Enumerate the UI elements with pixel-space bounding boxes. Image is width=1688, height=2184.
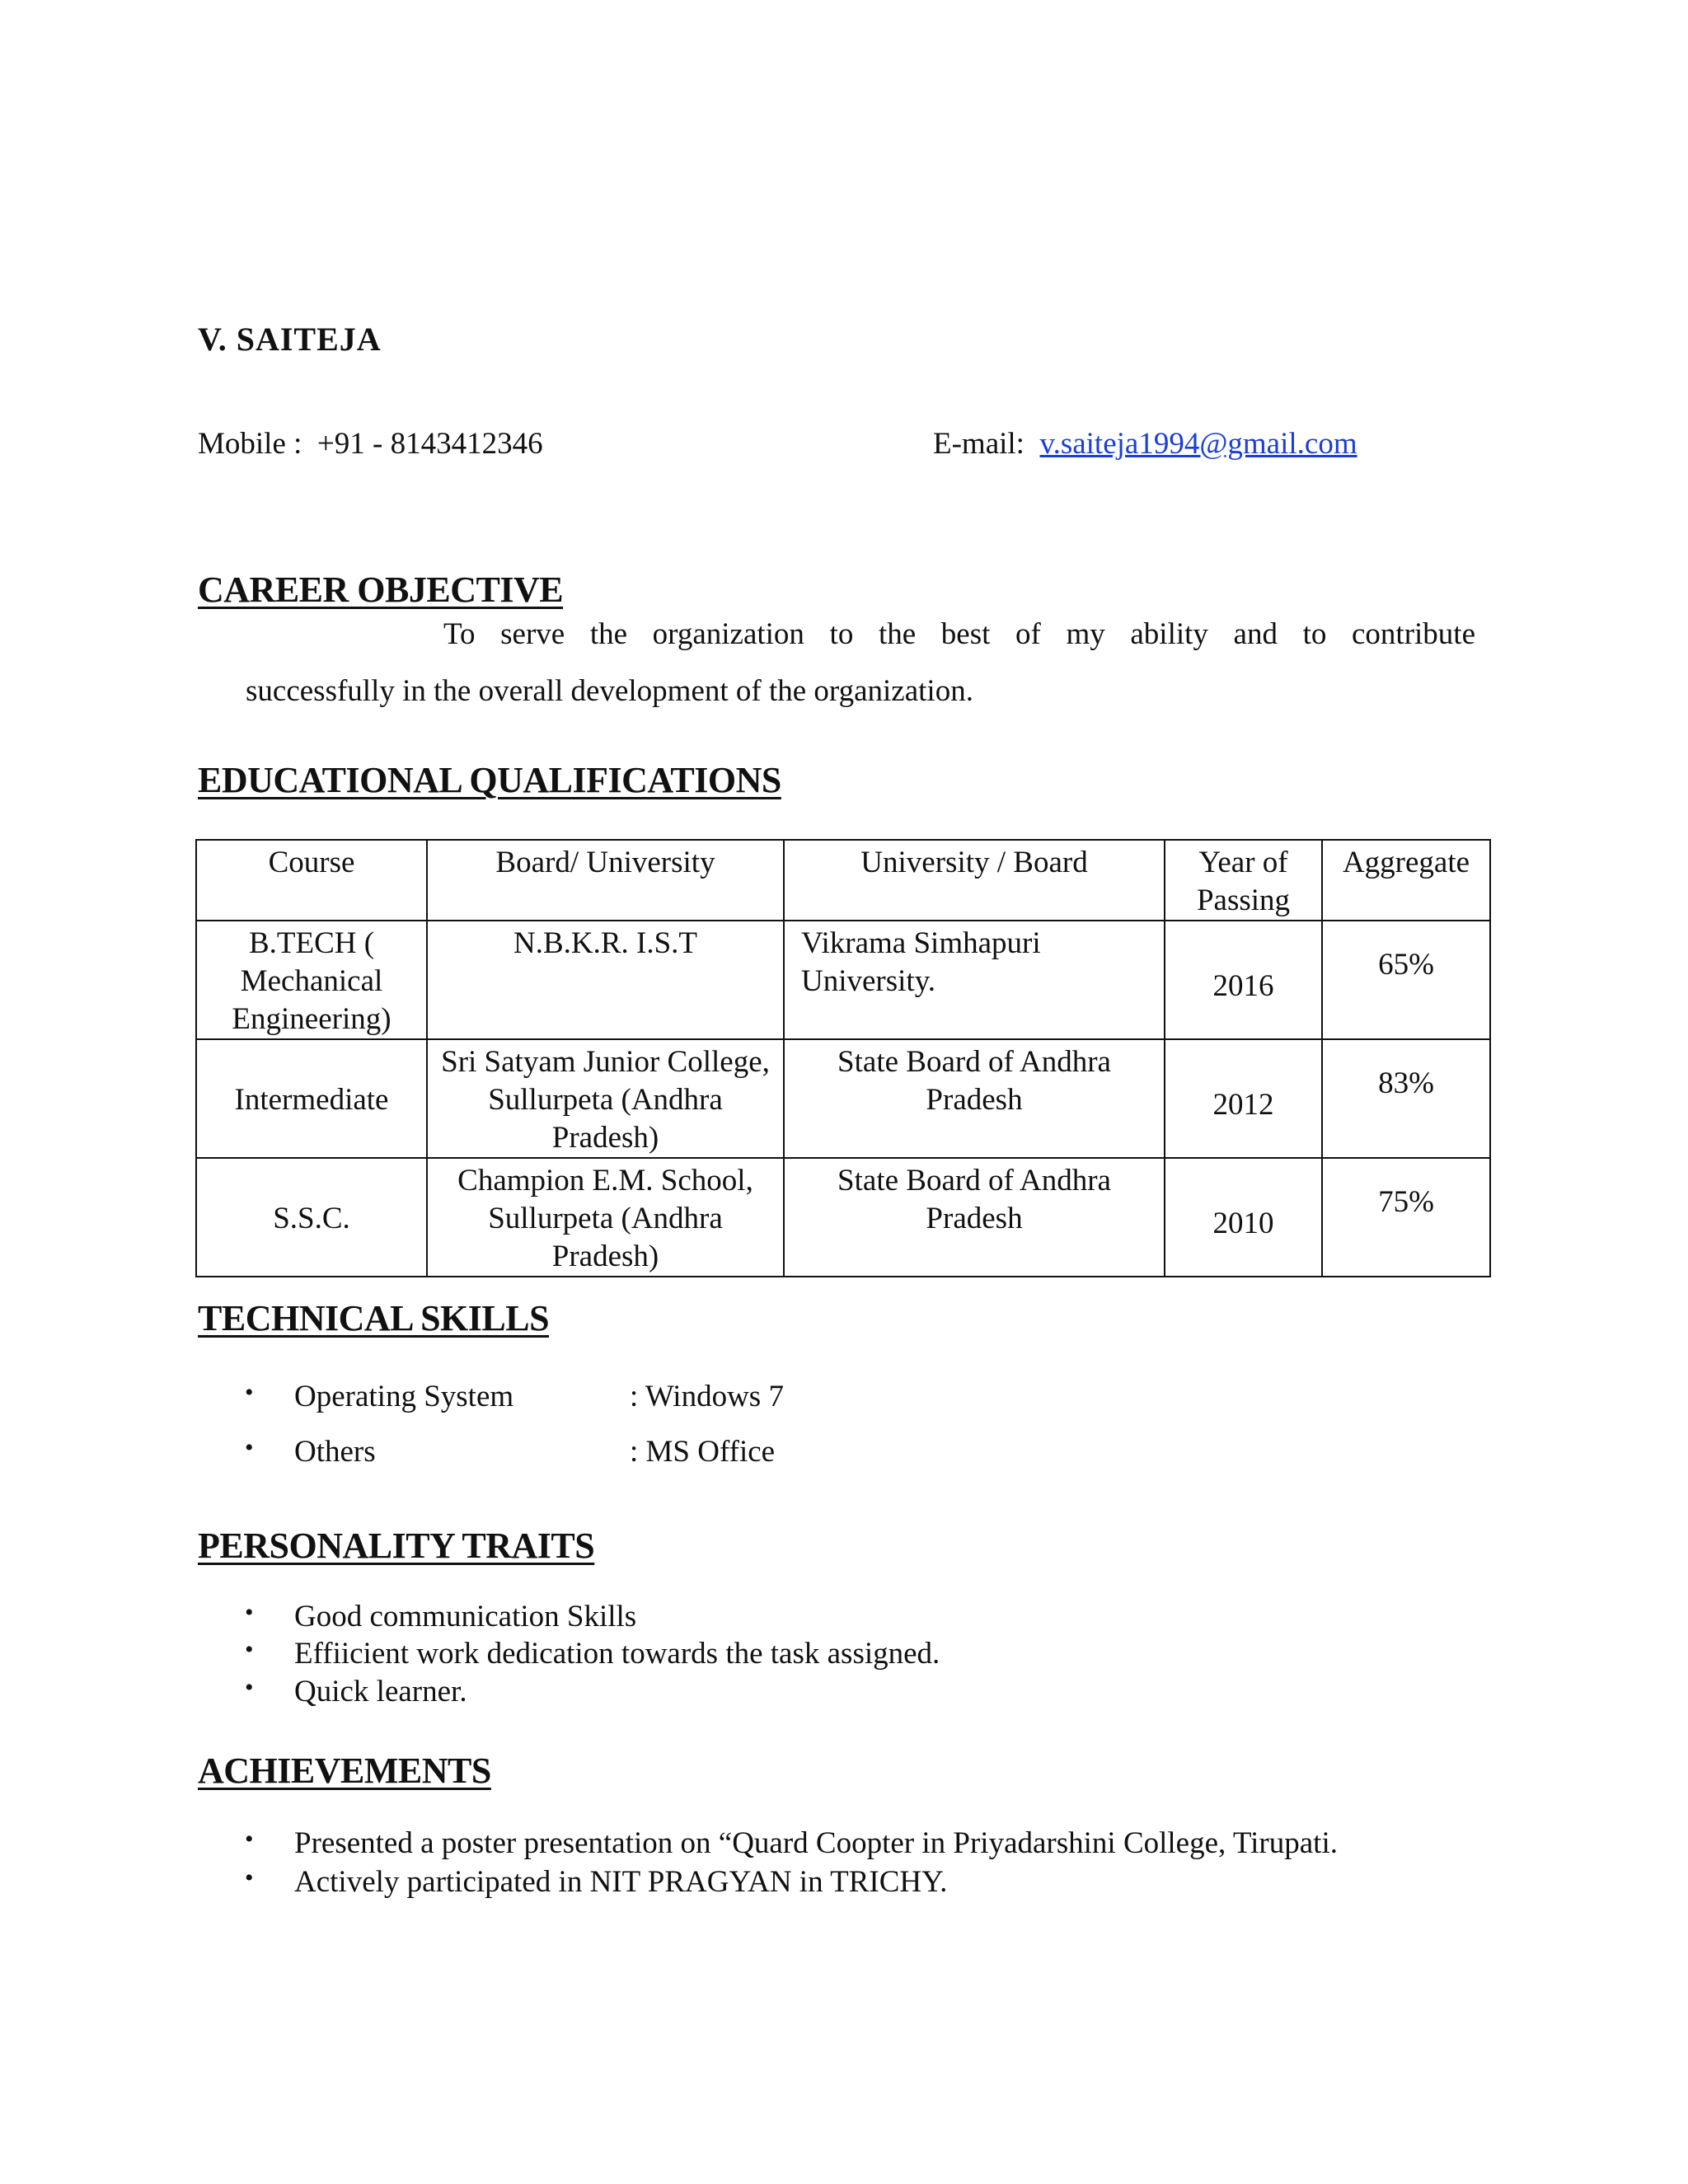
trait-text: Good communication Skills	[294, 1600, 637, 1633]
cell-year: 2016	[1165, 921, 1322, 1039]
mobile-line	[198, 426, 543, 462]
personality-traits-heading: PERSONALITY TRAITS	[198, 1526, 595, 1566]
career-objective-line-2: successfully in the overall development of the organization.	[246, 674, 973, 708]
list-item	[245, 1636, 1399, 1674]
bullet-icon: •	[245, 1636, 254, 1663]
list-item	[245, 1864, 1481, 1902]
achievements-heading: ACHIEVEMENTS	[198, 1750, 491, 1791]
cell-course: Intermediate	[196, 1039, 427, 1158]
education-heading: EDUCATIONAL QUALIFICATIONS	[198, 760, 781, 800]
cell-board: Sri Satyam Junior College, Sullurpeta (Andhra Pradesh)	[427, 1039, 784, 1158]
career-objective-line-1: To serve the organization to the best of my ability and to contribute	[443, 617, 1475, 651]
cell-aggregate: 65%	[1322, 921, 1490, 1039]
cell-course: B.TECH ( Mechanical Engineering)	[196, 921, 427, 1039]
trait-text: Effiicient work dedication towards the task assigned.	[294, 1637, 940, 1671]
table-row	[196, 921, 1490, 1039]
bullet-icon: •	[245, 1825, 254, 1853]
column-header-aggregate: Aggregate	[1322, 840, 1490, 921]
skill-label: Operating System	[294, 1380, 514, 1413]
email-label: E-mail:	[933, 427, 1025, 461]
cell-course: S.S.C.	[196, 1158, 427, 1277]
bullet-icon: •	[245, 1864, 254, 1891]
education-table	[195, 839, 1491, 1277]
candidate-name: V. SAITEJA	[198, 321, 382, 358]
cell-board: Champion E.M. School, Sullurpeta (Andhra Pradesh)	[427, 1158, 784, 1277]
cell-aggregate: 83%	[1322, 1039, 1490, 1158]
bullet-icon: •	[245, 1674, 254, 1701]
column-header-board-university: Board/ University	[427, 840, 784, 921]
list-item	[245, 1434, 987, 1472]
cell-year: 2012	[1165, 1039, 1322, 1158]
table-header-row	[196, 840, 1490, 921]
career-objective-heading: CAREER OBJECTIVE	[198, 569, 564, 610]
table-row	[196, 1158, 1490, 1277]
cell-university: State Board of Andhra Pradesh	[784, 1158, 1165, 1277]
skill-label: Others	[294, 1435, 376, 1469]
mobile-value: +91 - 8143412346	[316, 427, 543, 461]
bullet-icon: •	[245, 1434, 254, 1461]
achievement-text: Actively participated in NIT PRAGYAN in TRICHY.	[294, 1865, 948, 1899]
cell-university: Vikrama Simhapuri University.	[784, 921, 1165, 1039]
mobile-label: Mobile :	[198, 427, 302, 461]
cell-year: 2010	[1165, 1158, 1322, 1277]
cell-university: State Board of Andhra Pradesh	[784, 1039, 1165, 1158]
bullet-icon: •	[245, 1599, 254, 1626]
column-header-year: Year of Passing	[1165, 840, 1322, 921]
list-item	[245, 1379, 987, 1417]
column-header-course: Course	[196, 840, 427, 921]
skill-value: : MS Office	[630, 1435, 776, 1469]
achievement-text: Presented a poster presentation on “Quard Coopter in Priyadarshini College, Tirupati.	[294, 1826, 1338, 1860]
list-item	[245, 1674, 1399, 1712]
skill-value: : Windows 7	[630, 1380, 784, 1413]
technical-skills-heading: TECHNICAL SKILLS	[198, 1298, 550, 1338]
list-item	[245, 1825, 1481, 1863]
cell-aggregate: 75%	[1322, 1158, 1490, 1277]
list-item	[245, 1599, 1399, 1637]
cell-board: N.B.K.R. I.S.T	[427, 921, 784, 1039]
email-line	[933, 426, 1357, 462]
email-link[interactable]: v.saiteja1994@gmail.com	[1039, 427, 1357, 461]
trait-text: Quick learner.	[294, 1675, 467, 1708]
column-header-university-board: University / Board	[784, 840, 1165, 921]
bullet-icon: •	[245, 1379, 254, 1406]
table-row	[196, 1039, 1490, 1158]
